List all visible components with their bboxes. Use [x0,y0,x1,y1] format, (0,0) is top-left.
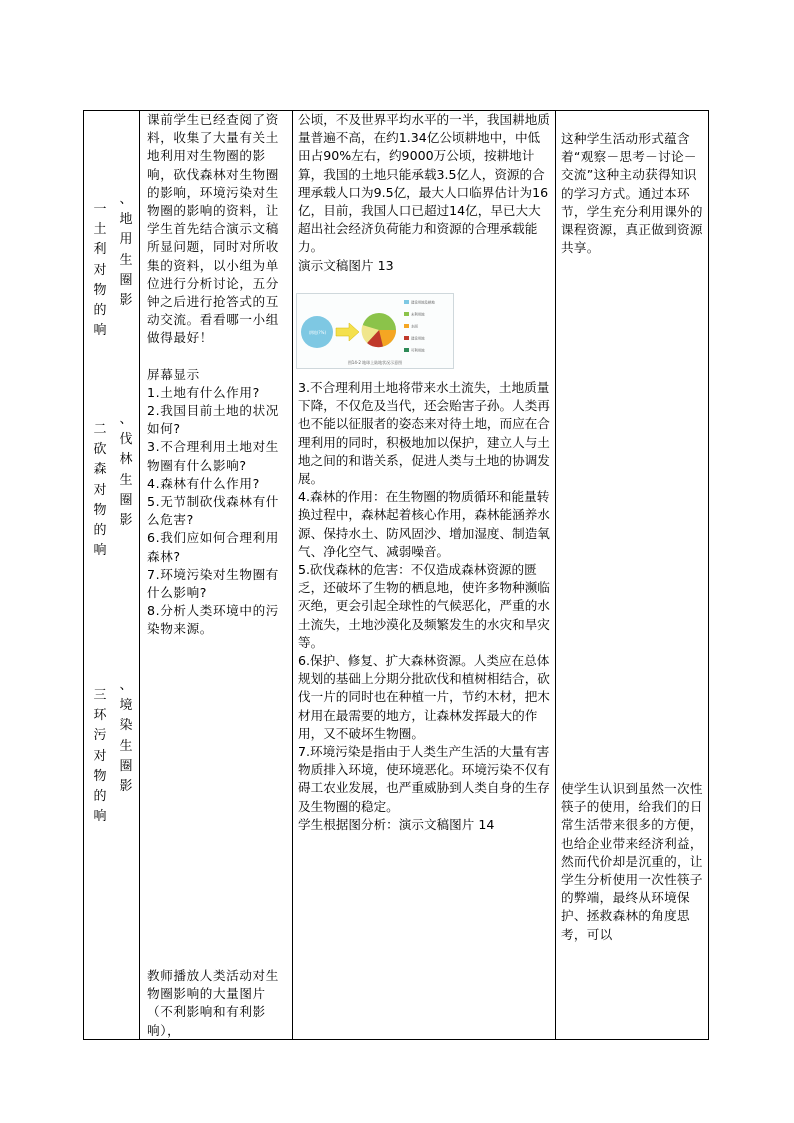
question-item: 6.我们应如何合理利用森林? [147,530,279,564]
student-para-5: 5.砍伐森林的危害：不仅造成森林资源的匮乏，还破坏了生物的栖息地，使许多物种濒临灭绝，更会引起全球性的气候恶化，严重的水土流失，土地沙漠化及频繁发生的水灾和旱灾等。 [298,562,550,650]
student-para-1: 公顷，不及世界平均水平的一半，我国耕地质量普遍不高，在约1.34亿公顷耕地中，中低田占90%左右，约9000万公顷，按耕地计算，我国的土地只能承载3.5亿人，资源的合理承载人口为9.5亿，最大人口临界估计为16亿，目前，我国人口已超过14亿，早已大大超出社会经济负荷能力和资源的合理承载能力。 [298,112,550,255]
question-item: 2.我国目前土地的状况如何? [147,403,279,437]
section-number: 一 [93,202,107,217]
student-para-7: 7.环境污染是指由于人类生产生活的大量有害物质排入环境，使环境恶化。环境污染不仅有碍工农业发展，也严重威胁到人类自身的生存及生物圈的稳定。 [298,744,550,814]
heading-char: 用 [119,232,133,248]
student-para-3: 3.不合理利用土地将带来水土流失，土地质量下降，不仅危及当代，还会贻害子孙。人类再也不能以征服者的姿态来对待土地，而应在合理利用的同时，积极地加以保护，建立人与土地之间的和谐关系，促进人类与土地的协调发展。 [298,380,550,487]
heading-char: 生 [119,738,133,754]
heading-char: 物 [93,282,107,298]
purpose-cell-bottom: 使学生认识到虽然一次性筷子的使用，给我们的日常生活带来很多的方便，也给企业带来经济利益，然而代价却是沉重的，让学生分析使用一次性筷子的弊端，最终从环境保护、拯救森林的角度思考，可以 [561,781,703,942]
heading-char: 森 [93,462,107,478]
heading-char: 境 [119,698,133,714]
question-item: 7.环境污染对生物圈有什么影响? [147,566,279,601]
figure-label: 演示文稿图片 13 [298,257,394,273]
heading-char: 土 [93,222,107,238]
section-number: 三 [93,688,107,703]
teacher-bottom-note: 教师播放人类活动对生物圈影响的大量图片（不利影响和有利影响）， [147,968,279,1038]
student-activity-bottom [298,379,550,834]
section-heading-right [118,410,134,531]
heading-char: 伐 [119,432,133,448]
legend [404,300,435,353]
heading-char: 的 [93,523,107,539]
figure-caption: 图14-2 地球上陆地状况示意图 [347,360,403,365]
question-item: 4.森林有什么作用? [147,475,260,491]
teacher-intro: 课前学生已经查阅了资料，收集了大量有关土地利用对生物圈的影响，砍伐森林对生物圈的影响，环境污染对生物圈的影响的资料，让学生首先结合演示文稿所显问题，同时对所收集的资料，以小组为单位进行分析讨论，五分钟之后进行抢答式的互动交流。看看哪一小组做得最好！ [147,112,279,346]
column-divider [292,111,293,1039]
heading-char: 影 [119,293,133,309]
heading-char: 对 [93,748,107,764]
heading-char: 响 [93,323,107,339]
svg-text:未利用地: 未利用地 [411,312,425,317]
left-pie-label: 耕地(?%) [309,330,327,335]
heading-char: 圈 [119,758,133,774]
heading-char: 利 [93,242,107,258]
heading-char: 污 [93,728,107,744]
legend-swatch [404,348,409,352]
student-para-8: 学生根据图分析：演示文稿图片 14 [298,816,495,832]
student-activity-top [298,111,550,275]
heading-char: 圈 [119,492,133,508]
heading-char: 生 [119,252,133,268]
heading-char: 砍 [93,442,107,458]
legend-swatch [404,300,409,304]
teacher-activity-cell [147,111,291,639]
heading-char: 的 [93,303,107,319]
heading-char: 林 [119,452,133,468]
heading-char: 染 [119,718,133,734]
section-heading-left [92,200,108,341]
purpose-cell-top: 这种学生活动形式蕴含着“观察－思考－讨论－交流”这种主动获得知识的学习方式。通过本环节，学生充分利用课外的课程资源，真正做到资源共享。 [561,131,703,256]
heading-char: 的 [93,789,107,805]
section-heading-left [92,686,108,827]
legend-swatch [404,336,409,340]
question-item: 1.土地有什么作用? [147,384,260,400]
section-separator: 、 [119,678,133,693]
question-item: 8.分析人类环境中的污染物来源。 [147,603,279,637]
svg-text:可利用地: 可利用地 [411,348,425,353]
student-para-4: 4.森林的作用：在生物圈的物质循环和能量转换过程中，森林起着核心作用，森林能涵养水源、保持水土、防风固沙、增加湿度、制造氧气、净化空气、减弱噪音。 [298,489,550,559]
section-separator: 、 [119,412,133,427]
heading-char: 响 [93,809,107,825]
question-item: 3.不合理利用土地对生物圈有什么影响? [147,439,279,473]
question-item: 5.无节制砍伐森林有什么危害? [147,494,279,528]
svg-text:水面: 水面 [411,324,418,329]
svg-text:建设用地: 建设用地 [411,336,425,341]
heading-char: 环 [93,708,107,724]
heading-char: 物 [93,768,107,784]
legend-swatch [404,324,409,328]
heading-char: 物 [93,502,107,518]
section-heading-right [118,676,134,797]
column-divider [139,111,140,1039]
heading-char: 影 [119,513,133,529]
section-number: 二 [93,422,107,437]
svg-text:建设用地及耕地: 建设用地及耕地 [411,300,435,305]
heading-char: 生 [119,472,133,488]
land-status-diagram [297,294,453,360]
section-heading-left [92,420,108,561]
heading-char: 响 [93,543,107,559]
section-heading-right [118,190,134,311]
student-para-6: 6.保护、修复、扩大森林资源。人类应在总体规划的基础上分期分批砍伐和植树相结合，砍伐一片的同时也在种植一片，节约木材，把木材用在最需要的地方，让森林发挥最大的作用，又不破坏生物圈。 [298,653,550,741]
arrow-icon [336,323,359,341]
heading-char: 地 [119,212,133,228]
column-divider [555,111,556,1039]
section-separator: 、 [119,192,133,207]
heading-char: 影 [119,779,133,795]
heading-char: 对 [93,482,107,498]
land-status-figure [296,293,454,369]
screen-display-title: 屏幕显示 [147,366,200,382]
heading-char: 圈 [119,272,133,288]
legend-swatch [404,312,409,316]
heading-char: 对 [93,262,107,278]
